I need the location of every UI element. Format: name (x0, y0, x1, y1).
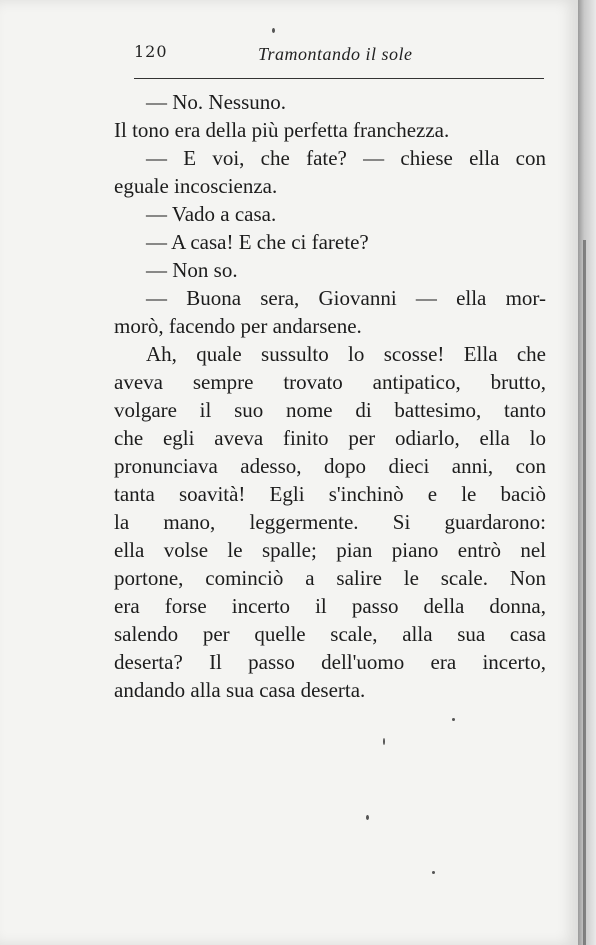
text-line: eguale incoscienza. (114, 174, 278, 198)
text-line: andando alla sua casa deserta. (114, 678, 366, 702)
text-line: volgare il suo nome di battesimo, tanto (114, 398, 546, 422)
text-line: pronunciava adesso, dopo dieci anni, con (114, 454, 546, 478)
text-line: morò, facendo per andarsene. (114, 314, 362, 338)
text-line: ella volse le spalle; pian piano entrò nel (114, 538, 546, 562)
page-header (130, 42, 550, 68)
text-line: — A casa! E che ci farete? (146, 230, 369, 254)
text-line: aveva sempre trovato antipatico, brutto, (114, 370, 546, 394)
text-line: tanta soavità! Egli s'inchinò e le baciò (114, 482, 546, 506)
ink-speck (432, 871, 435, 874)
text-line: Il tono era della più perfetta franchezza. (114, 118, 450, 142)
ink-speck (366, 815, 369, 820)
text-line: — Buona sera, Giovanni — ella mor- (146, 286, 546, 310)
ink-speck (452, 718, 455, 721)
text-line: — No. Nessuno. (146, 90, 286, 114)
text-line: — Vado a casa. (146, 202, 277, 226)
page-number: 120 (134, 42, 168, 61)
text-line: — Non so. (146, 258, 238, 282)
text-line: portone, cominciò a salire le scale. Non (114, 566, 546, 590)
text-line: era forse incerto il passo della donna, (114, 594, 546, 618)
text-line: la mano, leggermente. Si guardarono: (114, 510, 546, 534)
page-edge-shadow (583, 240, 586, 945)
ink-speck (383, 738, 385, 745)
header-rule (134, 78, 544, 79)
text-line: Ah, quale sussulto lo scosse! Ella che (146, 342, 546, 366)
text-line: che egli aveva finito per odiarlo, ella lo (114, 426, 546, 450)
text-line: — E voi, che fate? — chiese ella con (146, 146, 546, 170)
running-title: Tramontando il sole (258, 44, 413, 64)
text-line: deserta? Il passo dell'uomo era incerto, (114, 650, 546, 674)
page-edge (578, 0, 596, 945)
text-line: salendo per quelle scale, alla sua casa (114, 622, 546, 646)
body-text (114, 88, 546, 704)
ink-speck (272, 28, 275, 33)
